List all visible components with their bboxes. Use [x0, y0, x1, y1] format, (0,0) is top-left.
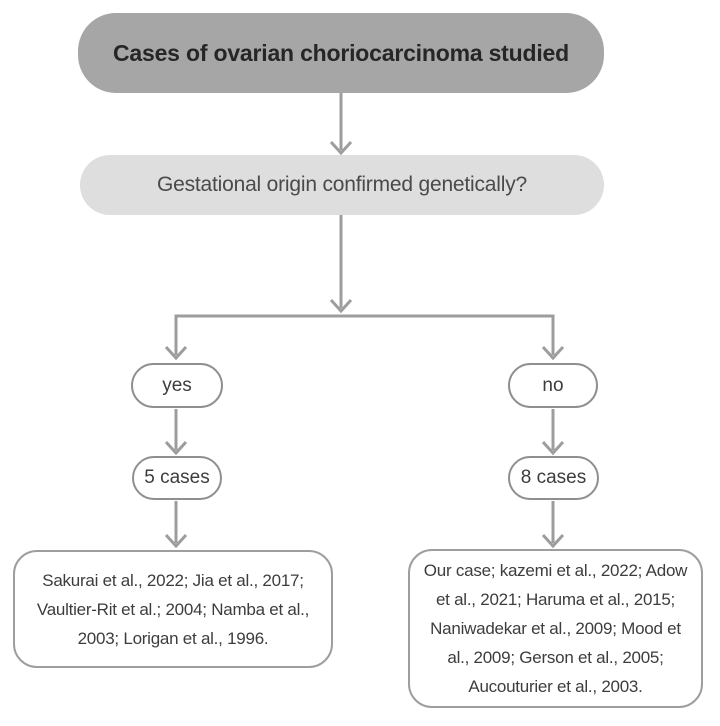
branch-bar — [176, 316, 553, 355]
branch-no-node — [508, 363, 598, 408]
question-node-label: Gestational origin confirmed genetically? — [156, 173, 527, 196]
root-node-label: Cases of ovarian choriocarcinoma studied — [113, 39, 569, 66]
count-node-no-label: 8 cases — [520, 467, 587, 488]
branch-no-label: no — [542, 374, 564, 396]
branch-yes-node — [131, 363, 223, 408]
question-node — [80, 155, 604, 215]
count-node-yes-label: 5 cases — [144, 467, 210, 488]
citations-node-no — [408, 549, 703, 708]
count-node-no — [508, 456, 599, 500]
citations-no-text: Our case; kazemi et al., 2022; Adow et al., 2021; Haruma et al., 2015; Naniwadekar et al., 2009; Mood et al., 2009; Gerson et al., 2005; Aucouturier et al., 2003. — [423, 561, 688, 696]
count-node-yes — [132, 456, 222, 500]
branch-yes-label: yes — [162, 374, 192, 396]
root-node — [78, 13, 604, 93]
citations-node-yes — [13, 550, 333, 668]
citations-yes-text: Sakurai et al., 2022; Jia et al., 2017; Vaultier-Rit et al.; 2004; Namba et al., 2003; Lorigan et al., 1996. — [36, 570, 310, 648]
